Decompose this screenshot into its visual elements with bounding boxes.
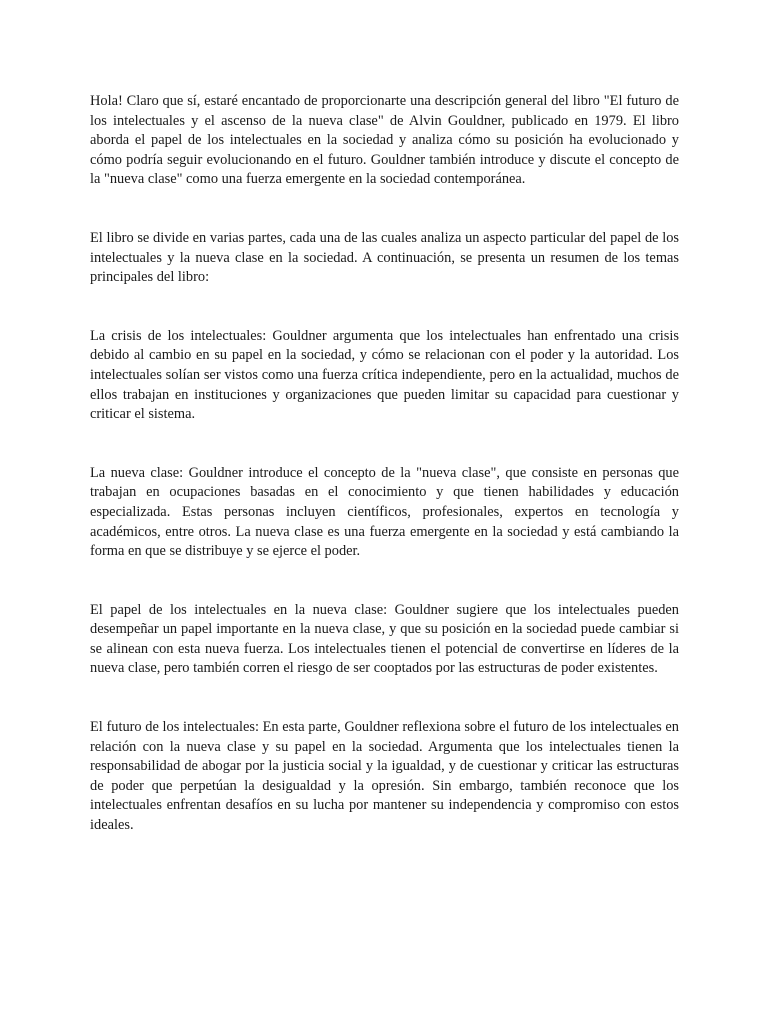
paragraph-crisis: La crisis de los intelectuales: Gouldner argumenta que los intelectuales han enfrentado una crisis debido al cambio en su papel en la sociedad, y cómo se relacionan con el poder y la autoridad. Los intelectuales solían ser vistos como una fuerza crítica independiente, pero en la actualidad, muchos de ellos trabajan en instituciones y organizaciones que pueden limitar su capacidad para cuestionar y criticar el sistema. xyxy=(90,327,679,423)
document-body xyxy=(90,92,679,836)
paragraph-role: El papel de los intelectuales en la nueva clase: Gouldner sugiere que los intelectuales pueden desempeñar un papel importante en la nueva clase, y que su posición en la sociedad puede cambiar si se alinean con esta nueva fuerza. Los intelectuales tienen el potencial de convertirse en líderes de la nueva clase, pero también corren el riesgo de ser cooptados por las estructuras de poder existentes. xyxy=(90,601,679,677)
paragraph-overview: El libro se divide en varias partes, cada una de las cuales analiza un aspecto particular del papel de los intelectuales y la nueva clase en la sociedad. A continuación, se presenta un resumen de los temas principales del libro: xyxy=(90,229,679,286)
paragraph-new-class: La nueva clase: Gouldner introduce el concepto de la "nueva clase", que consiste en personas que trabajan en ocupaciones basadas en el conocimiento y que tienen habilidades y educación especializada. Estas personas incluyen científicos, profesionales, expertos en tecnología y académicos, entre otros. La nueva clase es una fuerza emergente en la sociedad y está cambiando la forma en que se distribuye y se ejerce el poder. xyxy=(90,464,679,560)
paragraph-future: El futuro de los intelectuales: En esta parte, Gouldner reflexiona sobre el futuro de los intelectuales en relación con la nueva clase y su papel en la sociedad. Argumenta que los intelectuales tienen la responsabilidad de abogar por la justicia social y la igualdad, y de cuestionar y criticar las estructuras de poder que perpetúan la desigualdad y la opresión. Sin embargo, también reconoce que los intelectuales enfrentan desafíos en su lucha por mantener su independencia y compromiso con estos ideales. xyxy=(90,719,679,834)
paragraph-introduction: Hola! Claro que sí, estaré encantado de proporcionarte una descripción general del libro "El futuro de los intelectuales y el ascenso de la nueva clase" de Alvin Gouldner, publicado en 1979. El libro aborda el papel de los intelectuales en la sociedad y analiza cómo su posición ha evolucionado y cómo podría seguir evolucionando en el futuro. Gouldner también introduce y discute el concepto de la "nueva clase" como una fuerza emergente en la sociedad contemporánea. xyxy=(90,93,679,188)
